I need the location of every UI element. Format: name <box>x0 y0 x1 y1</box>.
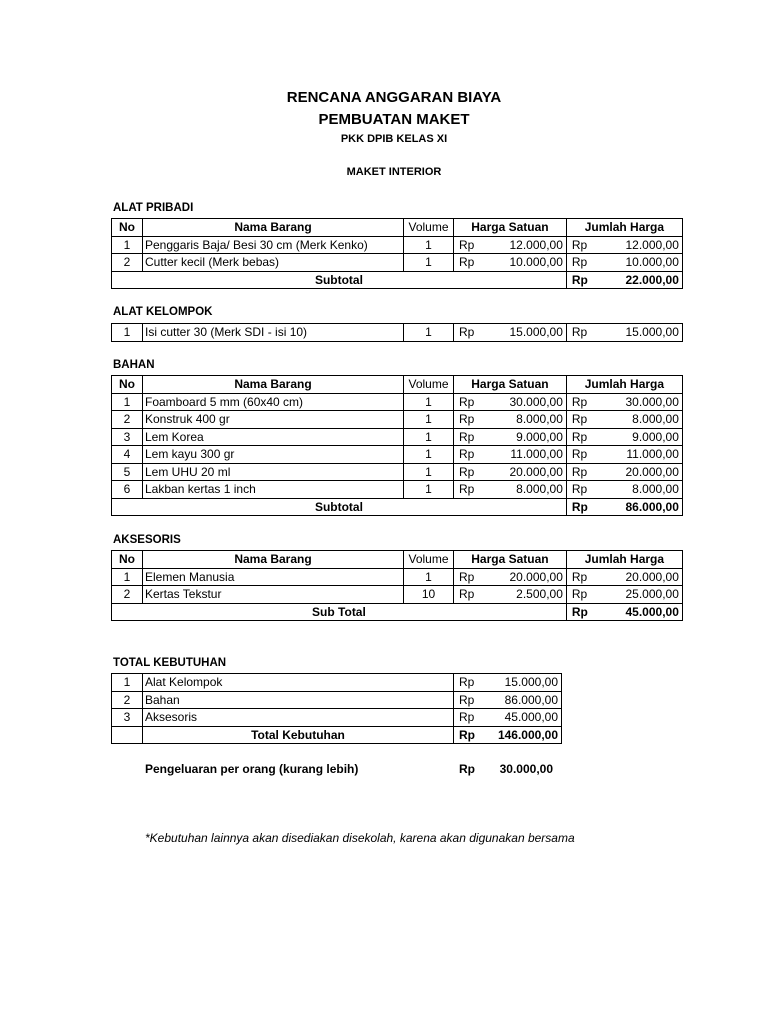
cell-rp: Rp <box>454 324 508 342</box>
table-row <box>112 393 683 411</box>
cell-harga: 10.000,00 <box>508 254 567 272</box>
subtotal-row <box>112 271 683 289</box>
cell-harga: 15.000,00 <box>508 324 567 342</box>
col-nama-barang: Nama Barang <box>143 376 404 394</box>
col-harga-satuan: Harga Satuan <box>454 376 567 394</box>
cell-no: 2 <box>112 586 143 604</box>
table-row <box>112 236 683 254</box>
cell-rp: Rp <box>454 446 508 464</box>
cell-nama: Elemen Manusia <box>143 568 404 586</box>
cell-nama: Cutter kecil (Merk bebas) <box>143 254 404 272</box>
col-nama-barang: Nama Barang <box>143 219 404 237</box>
class-label: PKK DPIB KELAS XI <box>340 133 448 145</box>
cell-rp: Rp <box>454 726 484 744</box>
table-row <box>112 446 683 464</box>
table-bahan <box>111 375 683 516</box>
section-heading-total-kebutuhan: TOTAL KEBUTUHAN <box>113 657 227 669</box>
cell-rp: Rp <box>454 709 484 727</box>
table-header <box>112 219 683 237</box>
subtotal-value: 45.000,00 <box>616 603 682 621</box>
cell-no: 1 <box>112 324 143 342</box>
cell-rp: Rp <box>454 428 508 446</box>
cell-no: 1 <box>112 674 143 692</box>
cell-harga: 30.000,00 <box>508 393 567 411</box>
col-jumlah-harga: Jumlah Harga <box>566 219 682 237</box>
pengeluaran-label: Pengeluaran per orang (kurang lebih) <box>145 762 359 776</box>
cell-rp: Rp <box>566 568 616 586</box>
cell-no: 2 <box>112 691 143 709</box>
cell-jumlah: 8.000,00 <box>616 411 682 429</box>
cell-volume: 1 <box>404 411 454 429</box>
cell-rp: Rp <box>566 428 616 446</box>
cell-harga: 12.000,00 <box>508 236 567 254</box>
cell-nama: Penggaris Baja/ Besi 30 cm (Merk Kenko) <box>143 236 404 254</box>
cell-nama: Aksesoris <box>143 709 454 727</box>
cell-no: 2 <box>112 254 143 272</box>
col-harga-satuan: Harga Satuan <box>454 551 567 569</box>
table-row <box>112 691 562 709</box>
document-subtitle: PEMBUATAN MAKET <box>318 111 470 128</box>
cell-rp: Rp <box>566 481 616 499</box>
table-row <box>112 428 683 446</box>
cell-nama: Lem kayu 300 gr <box>143 446 404 464</box>
cell-jumlah: 10.000,00 <box>616 254 682 272</box>
footnote: *Kebutuhan lainnya akan disediakan disekolah, karena akan digunakan bersama <box>145 831 575 845</box>
cell-nama: Lem Korea <box>143 428 404 446</box>
col-no: No <box>112 219 143 237</box>
cell-jumlah: 20.000,00 <box>616 463 682 481</box>
cell-rp: Rp <box>454 481 508 499</box>
subtotal-row <box>112 603 683 621</box>
cell-rp: Rp <box>454 586 508 604</box>
cell-rp: Rp <box>454 463 508 481</box>
cell-rp: Rp <box>454 411 508 429</box>
cell-no: 6 <box>112 481 143 499</box>
cell-jumlah: 45.000,00 <box>484 709 562 727</box>
subtotal-label: Subtotal <box>112 271 567 289</box>
cell-harga: 11.000,00 <box>508 446 567 464</box>
cell-jumlah: 25.000,00 <box>616 586 682 604</box>
cell-rp: Rp <box>566 603 616 621</box>
table-row <box>112 463 683 481</box>
cell-volume: 1 <box>404 236 454 254</box>
cell-jumlah: 9.000,00 <box>616 428 682 446</box>
cell-jumlah: 11.000,00 <box>616 446 682 464</box>
cell-harga: 20.000,00 <box>508 568 567 586</box>
cell-volume: 1 <box>404 446 454 464</box>
cell-no: 2 <box>112 411 143 429</box>
cell-rp: Rp <box>566 393 616 411</box>
cell-no: 3 <box>112 709 143 727</box>
cell-volume: 1 <box>404 568 454 586</box>
cell-rp: Rp <box>566 324 616 342</box>
cell-rp: Rp <box>566 463 616 481</box>
pengeluaran-value: 30.000,00 <box>499 762 553 776</box>
cell-rp: Rp <box>454 674 484 692</box>
table-header <box>112 551 683 569</box>
table-row <box>112 481 683 499</box>
subtotal-value: 22.000,00 <box>616 271 682 289</box>
cell-volume: 1 <box>404 254 454 272</box>
table-row <box>112 568 683 586</box>
pengeluaran-rp: Rp <box>459 762 475 776</box>
col-harga-satuan: Harga Satuan <box>454 219 567 237</box>
cell-no <box>112 726 143 744</box>
cell-rp: Rp <box>454 393 508 411</box>
cell-nama: Bahan <box>143 691 454 709</box>
cell-rp: Rp <box>454 254 508 272</box>
col-volume: Volume <box>404 219 454 237</box>
table-row <box>112 254 683 272</box>
cell-jumlah: 12.000,00 <box>616 236 682 254</box>
cell-rp: Rp <box>566 411 616 429</box>
cell-rp: Rp <box>566 498 616 516</box>
subtotal-row <box>112 498 683 516</box>
cell-jumlah: 86.000,00 <box>484 691 562 709</box>
table-aksesoris <box>111 550 683 621</box>
cell-jumlah: 15.000,00 <box>616 324 682 342</box>
cell-no: 1 <box>112 236 143 254</box>
table-alat-kelompok <box>111 323 683 342</box>
cell-nama: Kertas Tekstur <box>143 586 404 604</box>
cell-harga: 2.500,00 <box>508 586 567 604</box>
cell-jumlah: 8.000,00 <box>616 481 682 499</box>
total-value: 146.000,00 <box>484 726 562 744</box>
subtotal-label: Subtotal <box>112 498 567 516</box>
cell-volume: 1 <box>404 463 454 481</box>
cell-rp: Rp <box>454 691 484 709</box>
table-alat-pribadi <box>111 218 683 289</box>
col-volume: Volume <box>404 551 454 569</box>
col-volume: Volume <box>404 376 454 394</box>
section-heading-alat-pribadi: ALAT PRIBADI <box>113 202 194 214</box>
document-title: RENCANA ANGGARAN BIAYA <box>286 89 502 106</box>
cell-nama: Foamboard 5 mm (60x40 cm) <box>143 393 404 411</box>
cell-no: 4 <box>112 446 143 464</box>
cell-harga: 20.000,00 <box>508 463 567 481</box>
cell-no: 5 <box>112 463 143 481</box>
cell-rp: Rp <box>566 271 616 289</box>
section-heading-aksesoris: AKSESORIS <box>113 534 181 546</box>
cell-volume: 10 <box>404 586 454 604</box>
cell-harga: 9.000,00 <box>508 428 567 446</box>
total-label: Total Kebutuhan <box>143 726 454 744</box>
total-row <box>112 726 562 744</box>
cell-rp: Rp <box>454 236 508 254</box>
cell-jumlah: 15.000,00 <box>484 674 562 692</box>
cell-rp: Rp <box>566 446 616 464</box>
cell-rp: Rp <box>566 254 616 272</box>
cell-harga: 8.000,00 <box>508 481 567 499</box>
cell-no: 1 <box>112 568 143 586</box>
maket-type-label: MAKET INTERIOR <box>346 166 442 178</box>
cell-volume: 1 <box>404 393 454 411</box>
cell-harga: 8.000,00 <box>508 411 567 429</box>
col-jumlah-harga: Jumlah Harga <box>566 551 682 569</box>
cell-nama: Isi cutter 30 (Merk SDI - isi 10) <box>143 324 404 342</box>
cell-nama: Konstruk 400 gr <box>143 411 404 429</box>
col-no: No <box>112 551 143 569</box>
cell-nama: Lem UHU 20 ml <box>143 463 404 481</box>
cell-rp: Rp <box>454 568 508 586</box>
col-jumlah-harga: Jumlah Harga <box>566 376 682 394</box>
table-row <box>112 411 683 429</box>
section-heading-bahan: BAHAN <box>113 359 155 371</box>
table-row <box>112 709 562 727</box>
subtotal-label: Sub Total <box>112 603 567 621</box>
cell-nama: Lakban kertas 1 inch <box>143 481 404 499</box>
cell-no: 1 <box>112 393 143 411</box>
cell-nama: Alat Kelompok <box>143 674 454 692</box>
cell-volume: 1 <box>404 324 454 342</box>
table-row <box>112 324 683 342</box>
section-heading-alat-kelompok: ALAT KELOMPOK <box>113 306 213 318</box>
table-row <box>112 674 562 692</box>
cell-volume: 1 <box>404 428 454 446</box>
table-total-kebutuhan <box>111 673 562 744</box>
cell-volume: 1 <box>404 481 454 499</box>
cell-no: 3 <box>112 428 143 446</box>
subtotal-value: 86.000,00 <box>616 498 682 516</box>
cell-jumlah: 30.000,00 <box>616 393 682 411</box>
table-header <box>112 376 683 394</box>
cell-rp: Rp <box>566 586 616 604</box>
cell-jumlah: 20.000,00 <box>616 568 682 586</box>
cell-rp: Rp <box>566 236 616 254</box>
table-row <box>112 586 683 604</box>
col-nama-barang: Nama Barang <box>143 551 404 569</box>
col-no: No <box>112 376 143 394</box>
